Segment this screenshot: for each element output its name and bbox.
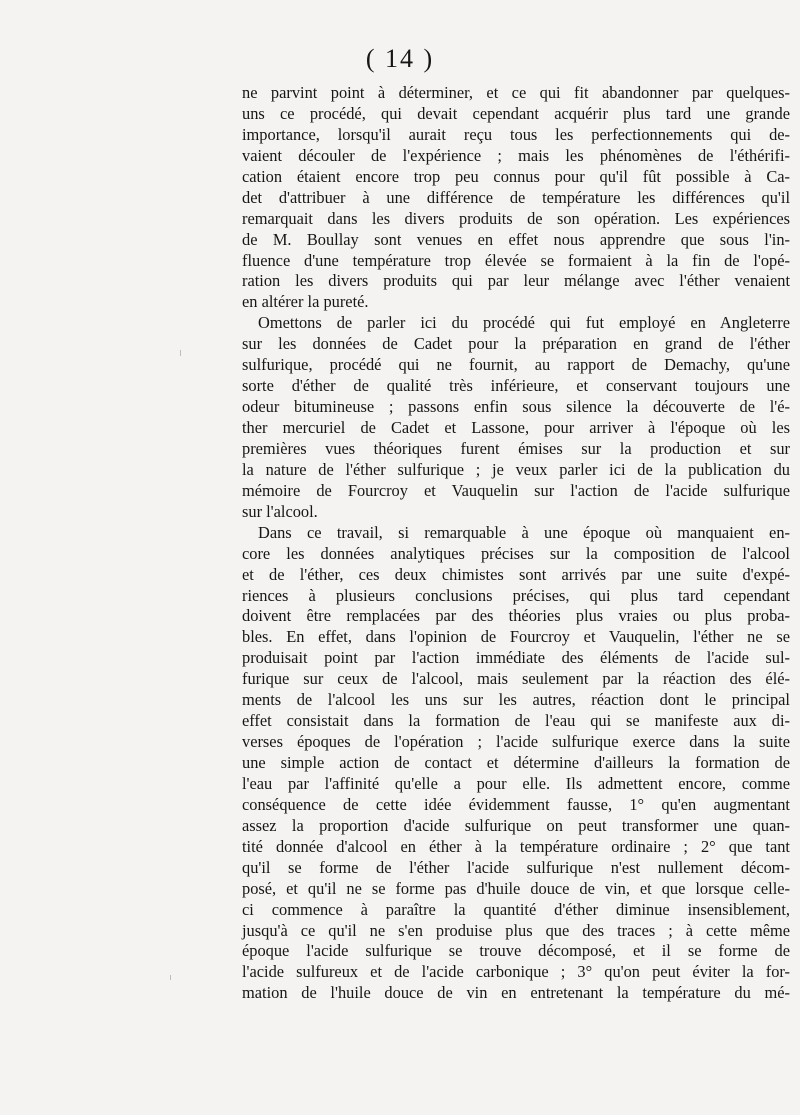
- body-text: [242, 83, 790, 1004]
- text-line: premières vues théoriques furent émises sur la production et sur: [242, 438, 790, 458]
- text-line: verses époques de l'opération ; l'acide sulfurique exerce dans la suite: [242, 732, 790, 752]
- text-line: sorte d'éther de qualité très inférieure, et conservant toujours une: [242, 376, 790, 396]
- text-line: assez la proportion d'acide sulfurique on peut transformer une quan-: [242, 815, 790, 835]
- text-line: posé, et qu'il ne se forme pas d'huile douce de vin, et que lorsque celle-: [242, 878, 790, 898]
- text-line: mation de l'huile douce de vin en entretenant la température du mé-: [242, 983, 790, 1003]
- text-line: époque l'acide sulfurique se trouve décomposé, et il se forme de: [242, 941, 790, 961]
- text-line: riences à plusieurs conclusions précises, qui plus tard cependant: [242, 585, 790, 605]
- text-line: l'acide sulfureux et de l'acide carbonique ; 3° qu'on peut éviter la for-: [242, 962, 790, 982]
- text-line: det d'attribuer à une différence de température les différences qu'il: [242, 187, 790, 207]
- text-line: core les données analytiques précises sur la composition de l'alcool: [242, 543, 790, 563]
- text-line: une simple action de contact et détermine d'ailleurs la formation de: [242, 753, 790, 772]
- page-edge-mark: [170, 975, 171, 980]
- text-line: remarquait dans les divers produits de son opération. Les expériences: [242, 208, 790, 228]
- text-line: importance, lorsqu'il aurait reçu tous les perfectionnements qui de-: [242, 124, 790, 144]
- text-line: ci commence à paraître la quantité d'éther diminue insensiblement,: [242, 899, 790, 919]
- text-line: uns ce procédé, qui devait cependant acquérir plus tard une grande: [242, 103, 790, 123]
- text-line: sur l'alcool.: [242, 501, 318, 521]
- text-line: mémoire de Fourcroy et Vauquelin sur l'action de l'acide sulfurique: [242, 480, 790, 500]
- text-line: en altérer la pureté.: [242, 292, 369, 312]
- text-line: tité donnée d'alcool en éther à la température ordinaire ; 2° que tant: [242, 836, 790, 856]
- text-line: effet consistait dans la formation de l'eau qui se manifeste aux di-: [242, 711, 790, 731]
- text-line: bles. En effet, dans l'opinion de Fourcroy et Vauquelin, l'éther ne se: [242, 627, 790, 647]
- page-edge-mark: [180, 350, 181, 356]
- text-line: fluence d'une température trop élevée se formaient à la fin de l'opé-: [242, 250, 790, 270]
- text-line: ther mercuriel de Cadet et Lassone, pour arriver à l'époque où les: [242, 418, 790, 437]
- text-line: la nature de l'éther sulfurique ; je veux parler ici de la publication du: [242, 459, 790, 479]
- paragraph-start-line: Omettons de parler ici du procédé qui fut employé en Angleterre: [258, 313, 790, 333]
- text-line: jusqu'à ce qu'il ne s'en produise plus que des traces ; à cette même: [242, 920, 790, 940]
- text-line: conséquence de cette idée évidemment fausse, 1° qu'en augmentant: [242, 794, 790, 814]
- text-line: et de l'éther, ces deux chimistes sont arrivés par une suite d'expé-: [242, 564, 790, 584]
- text-line: l'eau par l'affinité qu'elle a pour elle. Ils admettent encore, comme: [242, 773, 790, 793]
- text-line: ne parvint point à déterminer, et ce qui fit abandonner par quelques-: [242, 83, 790, 102]
- text-line: sulfurique, procédé qui ne fournit, au rapport de Demachy, qu'une: [242, 355, 790, 375]
- text-line: furique sur ceux de l'alcool, mais seulement par la réaction des élé-: [242, 669, 790, 689]
- text-line: vaient découler de l'expérience ; mais les phénomènes de l'éthérifi-: [242, 145, 790, 165]
- text-line: sur les données de Cadet pour la préparation en grand de l'éther: [242, 334, 790, 354]
- text-line: de M. Boullay sont venues en effet nous apprendre que sous l'in-: [242, 229, 790, 249]
- text-line: produisait point par l'action immédiate des éléments de l'acide sul-: [242, 648, 790, 668]
- text-line: doivent être remplacées par des théories plus vraies ou plus proba-: [242, 606, 790, 626]
- text-line: ration les divers produits qui par leur mélange avec l'éther venaient: [242, 271, 790, 291]
- text-line: odeur bitumineuse ; passons enfin sous silence la découverte de l'é-: [242, 397, 790, 417]
- paragraph-start-line: Dans ce travail, si remarquable à une époque où manquaient en-: [258, 522, 790, 542]
- text-line: qu'il se forme de l'éther l'acide sulfurique n'est nullement décom-: [242, 857, 790, 877]
- page-number: ( 14 ): [365, 44, 435, 73]
- text-line: cation étaient encore trop peu connus pour qu'il fût possible à Ca-: [242, 166, 790, 186]
- text-line: ments de l'alcool les uns sur les autres, réaction dont le principal: [242, 690, 790, 710]
